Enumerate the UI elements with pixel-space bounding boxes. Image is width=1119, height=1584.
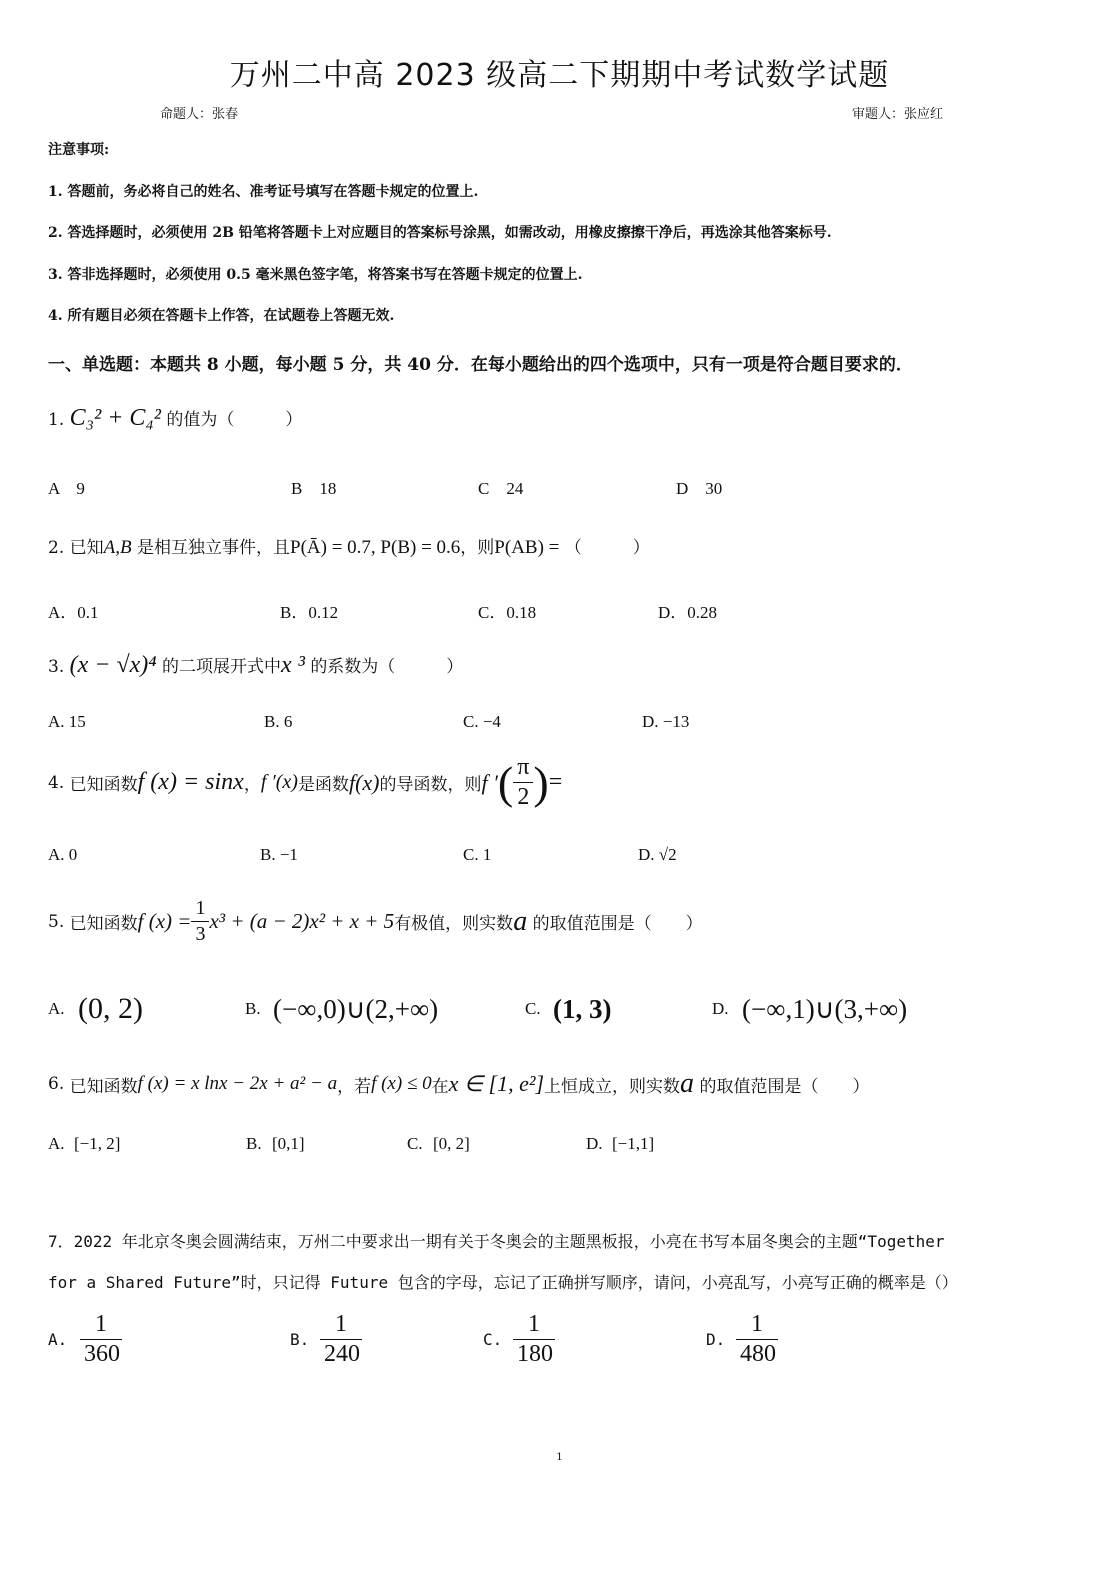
option-a-label: A.: [48, 1134, 65, 1153]
option-b-value: (−∞,0)∪(2,+∞): [273, 993, 439, 1024]
question-7-options: [48, 1312, 780, 1367]
option-d-label: D.: [586, 1134, 603, 1153]
math-expression: C₃² + C₄²: [69, 405, 161, 431]
fraction-numerator: 1: [320, 1312, 362, 1340]
option-b-value: [0,1]: [272, 1134, 305, 1153]
notice-item: 4. 所有题目必须在答题卡上作答，在试题卷上答题无效.: [48, 308, 395, 324]
question-7-line-1: 7．2022 年北京冬奥会圆满结束，万州二中要求出一期有关于冬奥会的主题黑板报，小亮在书写本届冬奥会的主题“Together: [48, 1232, 945, 1251]
option-d-label: D.: [712, 999, 729, 1018]
question-text: 的系数为（ ）: [310, 657, 464, 677]
question-number: 2.: [48, 538, 65, 558]
question-text: 已知函数: [69, 775, 138, 796]
math-expression: f (x) = sinx: [137, 769, 244, 796]
math-expression: x³ + (a − 2)x² + x + 5: [209, 909, 395, 933]
fraction-denominator: 360: [84, 1341, 120, 1368]
question-number: 1.: [48, 410, 65, 430]
left-paren: (: [497, 757, 514, 809]
option-c-label: C.: [483, 1330, 503, 1350]
option-b: B. 6: [264, 712, 293, 731]
math-expression: P(AB) =: [494, 537, 560, 558]
fraction-numerator: 1: [513, 1312, 555, 1340]
fraction-numerator: π: [513, 755, 533, 783]
option-d: D. −13: [642, 712, 690, 731]
option-a: A. 0: [48, 845, 78, 864]
option-a: A. 15: [48, 712, 86, 731]
option-a-label: A.: [48, 999, 65, 1018]
math-expression: x ∈ [1, e²]: [448, 1071, 545, 1096]
math-variable: a: [513, 905, 528, 937]
option-b-label: B.: [245, 999, 261, 1018]
question-number: 3.: [48, 657, 65, 677]
option-c-fraction: [513, 1312, 706, 1367]
question-2: [48, 533, 650, 559]
question-text: 的二项展开式中: [162, 657, 282, 677]
fraction-denominator: 3: [195, 923, 206, 945]
option-c-label: C.: [525, 999, 541, 1018]
option-d-value: [−1,1]: [612, 1134, 655, 1153]
option-d: D. √2: [638, 845, 677, 864]
question-text: 在: [431, 1076, 449, 1097]
option-b-label: B.: [246, 1134, 262, 1153]
math-expression: f(x): [348, 769, 380, 795]
question-text: 已知函数: [69, 914, 138, 934]
option-b-label: B.: [290, 1330, 310, 1350]
option-c: C. −4: [463, 712, 501, 731]
option-c: C 24: [478, 479, 524, 498]
question-text: 的取值范围是（ ）: [532, 914, 703, 934]
question-text: ，则: [460, 538, 495, 558]
math-expression: f (x) =: [137, 909, 192, 933]
math-expression: f (x) = x lnx − 2x + a² − a: [137, 1073, 338, 1094]
question-number: 5.: [48, 911, 65, 932]
notice-item: 3. 答非选择题时，必须使用 0.5 毫米黑色签字笔，将答案书写在答题卡规定的位置上.: [48, 267, 583, 283]
math-expression: f (x) ≤ 0: [371, 1073, 432, 1094]
fraction: [513, 755, 533, 810]
question-text: ，: [243, 775, 261, 796]
fraction-numerator: 1: [736, 1312, 778, 1340]
option-d: D 30: [676, 479, 723, 498]
math-variable: a: [680, 1068, 695, 1099]
option-c-value: (1, 3): [553, 993, 612, 1024]
fraction-denominator: 240: [324, 1341, 360, 1368]
question-text: 有极值，则实数: [394, 914, 514, 934]
option-d-label: D.: [706, 1330, 726, 1350]
notice-item: 1. 答题前，务必将自己的姓名、准考证号填写在答题卡规定的位置上.: [48, 184, 479, 200]
question-text: 已知: [69, 538, 104, 558]
option-b: B 18: [291, 479, 337, 498]
option-a: A．0.1: [48, 603, 99, 622]
option-a-label: A.: [48, 1330, 68, 1350]
question-text: 上恒成立，则实数: [544, 1076, 681, 1097]
option-d-fraction: [736, 1312, 780, 1367]
question-number: 6.: [48, 1074, 65, 1094]
equals-sign: =: [548, 769, 563, 796]
math-expression: f ′(x): [260, 771, 298, 794]
question-6-options: [48, 1134, 654, 1154]
question-4: [48, 755, 562, 810]
page-title: 万州二中高 2023 级高二下期期中考试数学试题: [229, 58, 890, 93]
fraction-denominator: 180: [517, 1341, 553, 1368]
reviewer-label: 审题人：张应红: [852, 107, 944, 122]
option-a: A 9: [48, 479, 85, 498]
option-b: B．0.12: [280, 603, 339, 622]
option-c: C．0.18: [478, 603, 537, 622]
question-text: 是函数: [297, 775, 349, 796]
question-6: [48, 1068, 869, 1100]
option-c-label: C.: [407, 1134, 423, 1153]
question-7-line-2: for a Shared Future”时，只记得 Future 包含的字母，忘记了正确拼写顺序，请问，小亮乱写，小亮写正确的概率是（）: [48, 1273, 958, 1292]
fraction-denominator: 2: [517, 784, 530, 811]
fraction-denominator: 480: [740, 1341, 776, 1368]
question-5: [48, 898, 703, 945]
right-paren: ): [533, 757, 549, 809]
option-d-value: (−∞,1)∪(3,+∞): [742, 993, 908, 1024]
option-b: B. −1: [260, 845, 298, 864]
notices-heading: 注意事项:: [48, 142, 110, 158]
math-expression: A,B: [103, 537, 132, 558]
question-text: （ ）: [564, 538, 650, 558]
question-number: 4.: [48, 772, 65, 793]
question-text: 已知函数: [69, 1076, 138, 1097]
page-number: 1: [556, 1452, 563, 1463]
question-5-options: [48, 992, 1088, 1026]
option-c: C. 1: [463, 845, 492, 864]
question-3: [48, 652, 463, 679]
author-label: 命题人：张春: [160, 107, 239, 122]
notice-item: 2. 答选择题时，必须使用 2B 铅笔将答题卡上对应题目的答案标号涂黑，如需改动，用橡皮擦擦干净后，再选涂其他答案标号.: [48, 225, 832, 241]
math-expression: x ³: [281, 652, 305, 678]
section-heading: 一、单选题：本题共 8 小题，每小题 5 分，共 40 分．在每小题给出的四个选项中，只有一项是符合题目要求的．: [48, 355, 913, 375]
option-d: D．0.28: [658, 603, 718, 622]
question-text: 的导函数，则: [379, 775, 482, 796]
option-a-value: (0, 2): [78, 992, 143, 1025]
option-b-fraction: [320, 1312, 483, 1367]
option-c-value: [0, 2]: [433, 1134, 470, 1153]
fraction: [191, 898, 209, 945]
question-1: [48, 405, 302, 432]
option-a-fraction: [80, 1312, 290, 1367]
question-text: 的取值范围是（ ）: [699, 1076, 870, 1097]
math-expression: f ′: [481, 769, 498, 795]
question-text: ，若: [337, 1076, 372, 1097]
question-text: 的值为（ ）: [166, 410, 303, 430]
fraction-numerator: 1: [191, 898, 209, 922]
question-text: 是相互独立事件，且: [137, 538, 291, 558]
math-expression: (x − √x)⁴: [69, 652, 157, 678]
fraction-numerator: 1: [80, 1312, 122, 1340]
math-expression: P(Ā) = 0.7, P(B) = 0.6: [290, 537, 461, 558]
option-a-value: [−1, 2]: [74, 1134, 121, 1153]
